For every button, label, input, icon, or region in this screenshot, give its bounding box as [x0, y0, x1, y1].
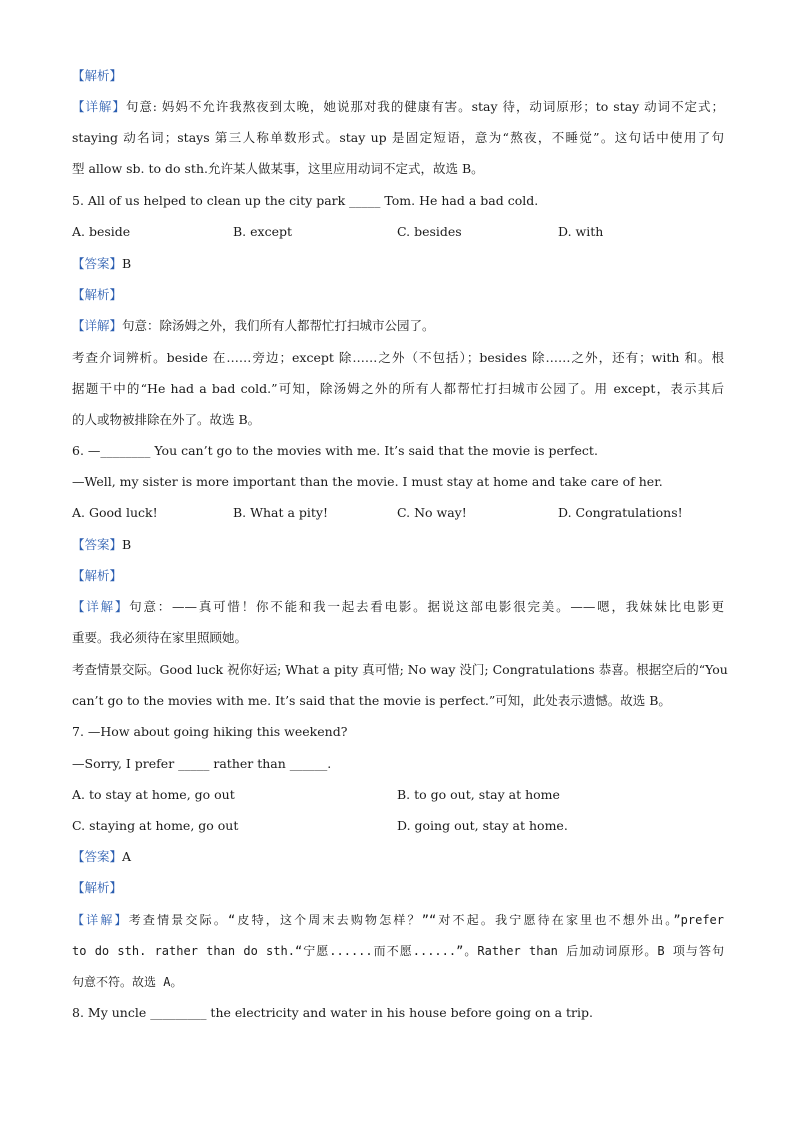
answer-value: B: [122, 537, 132, 552]
analysis-paragraph-line: 考查介词辨析。beside 在……旁边；except 除……之外（不包括）；besides 除……之外，还有；with 和。根: [72, 350, 724, 365]
question-5-options: [72, 222, 724, 242]
option-c: C. No way!: [397, 505, 467, 520]
option-b: B. except: [233, 224, 293, 239]
option-d: D. with: [558, 224, 604, 239]
analysis-paragraph-line: 考查情景交际。Good luck 祝你好运; What a pity 真可惜; No way 没门; Congratulations 恭喜。根据空后的“You: [72, 662, 728, 677]
detail-paragraph-line: 重要。我必须待在家里照顾她。: [72, 630, 248, 645]
question-7-stem-reply: —Sorry, I prefer _____ rather than ______.: [72, 756, 332, 771]
question-6-stem-reply: —Well, my sister is more important than the movie. I must stay at home and take care of her.: [72, 474, 663, 489]
option-a: A. to stay at home, go out: [72, 787, 235, 802]
question-7-options-row-2: [72, 816, 724, 836]
answer-value: B: [122, 256, 132, 271]
detail-paragraph-line: to do sth. rather than do sth.“宁愿......而不愿......”。Rather than 后加动词原形。B 项与答句: [72, 944, 724, 958]
question-8-stem: 8. My uncle _________ the electricity and water in his house before going on a trip.: [72, 1005, 593, 1020]
detail-paragraph-line: staying 动名词；stays 第三人称单数形式。stay up 是固定短语，意为“熬夜，不睡觉”。这句话中使用了句: [72, 130, 724, 145]
option-b: B. to go out, stay at home: [397, 787, 560, 802]
question-5-stem: 5. All of us helped to clean up the city park _____ Tom. He had a bad cold.: [72, 193, 539, 208]
detail-paragraph: 【详解】句意：除汤姆之外，我们所有人都帮忙打扫城市公园了。: [72, 318, 435, 333]
analysis-heading: 【解析】: [72, 880, 123, 895]
answer-line: 【答案】A: [72, 849, 132, 864]
detail-paragraph: 【详解】句意: 妈妈不允许我熬夜到太晚，她说那对我的健康有害。stay 待，动词原形；to stay 动词不定式；: [72, 99, 724, 114]
detail-paragraph-line: 型 allow sb. to do sth.允许某人做某事，这里应用动词不定式，故选 B。: [72, 161, 484, 176]
option-a: A. Good luck!: [72, 505, 158, 520]
answer-line: 【答案】B: [72, 256, 132, 271]
answer-line: 【答案】B: [72, 537, 132, 552]
analysis-paragraph-line: 的人或物被排除在外了。故选 B。: [72, 412, 261, 427]
detail-paragraph: 【详解】考查情景交际。“皮特，这个周末去购物怎样？”“对不起。我宁愿待在家里也不想外出。”prefer: [72, 913, 724, 927]
detail-paragraph-line: 句意不符。故选 A。: [72, 975, 183, 989]
option-b: B. What a pity!: [233, 505, 329, 520]
detail-paragraph: 【详解】句意：——真可惜！你不能和我一起去看电影。据说这部电影很完美。——嗯，我妹妹比电影更: [72, 599, 724, 614]
question-7-options-row-1: [72, 785, 724, 805]
answer-value: A: [122, 849, 132, 864]
option-c: C. staying at home, go out: [72, 818, 239, 833]
analysis-paragraph-line: can’t go to the movies with me. It’s said that the movie is perfect.”可知，此处表示遗憾。故选 B。: [72, 693, 671, 708]
option-c: C. besides: [397, 224, 462, 239]
analysis-heading: 【解析】: [72, 568, 123, 583]
option-d: D. Congratulations!: [558, 505, 683, 520]
option-a: A. beside: [72, 224, 131, 239]
analysis-paragraph-line: 据题干中的“He had a bad cold.”可知，除汤姆之外的所有人都帮忙打扫城市公园了。用 except，表示其后: [72, 381, 724, 396]
option-d: D. going out, stay at home.: [397, 818, 568, 833]
question-7-stem: 7. —How about going hiking this weekend?: [72, 724, 348, 739]
question-6-options: [72, 503, 724, 523]
question-6-stem: 6. —________ You can’t go to the movies with me. It’s said that the movie is perfect.: [72, 443, 598, 458]
analysis-heading: 【解析】: [72, 68, 123, 83]
analysis-heading: 【解析】: [72, 287, 123, 302]
